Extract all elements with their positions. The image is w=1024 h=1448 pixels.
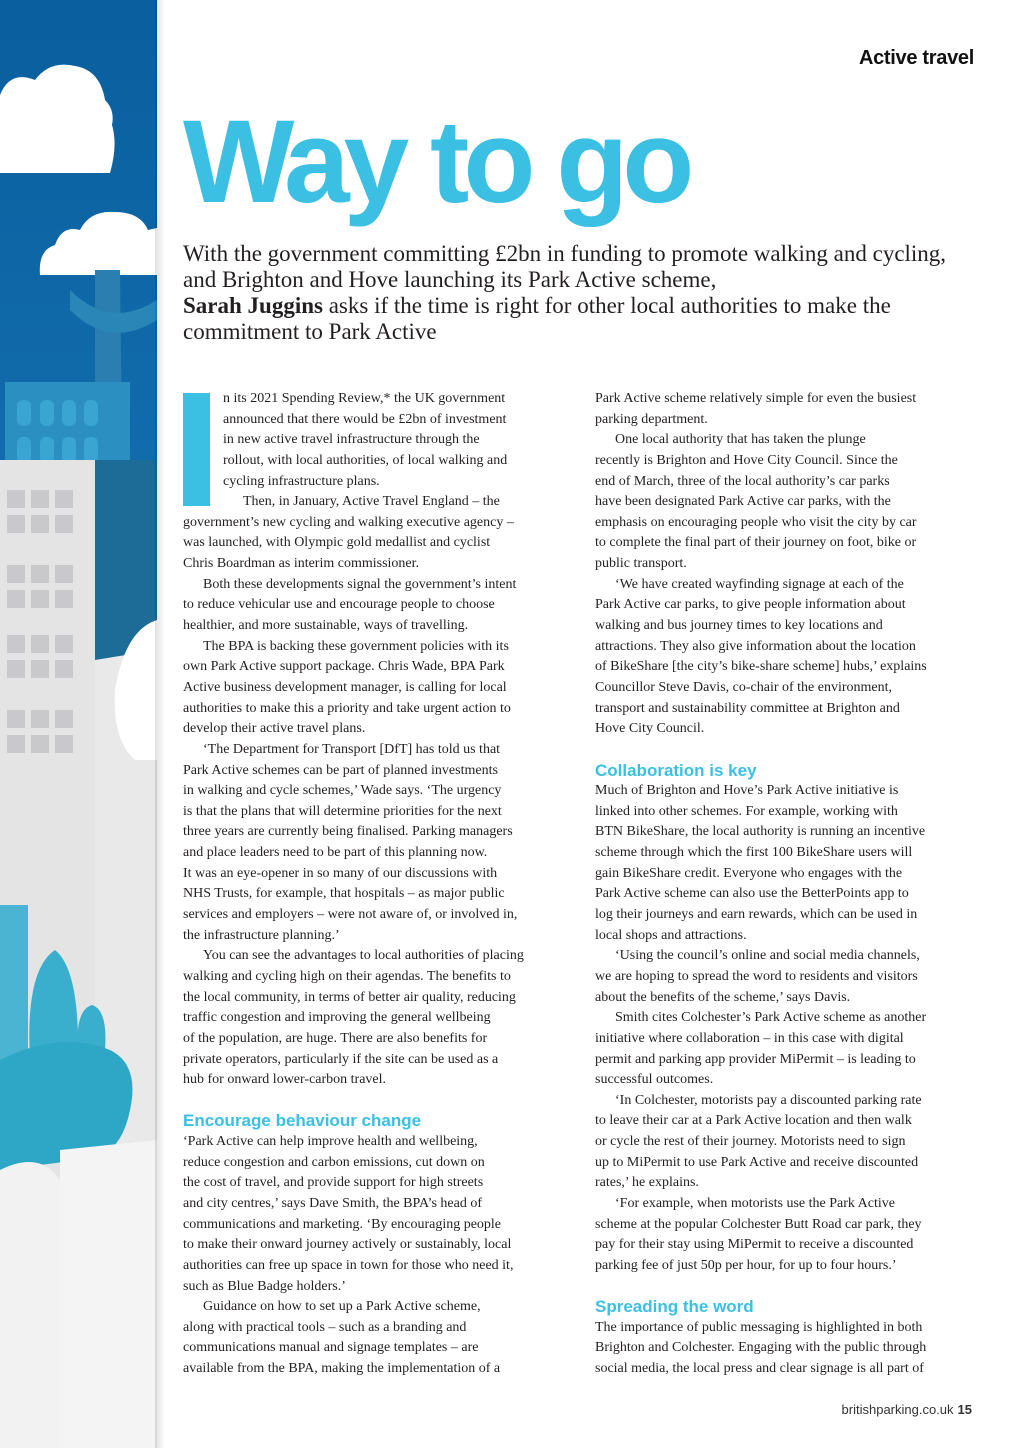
text-line: Guidance on how to set up a Park Active scheme,: [203, 1299, 481, 1315]
text-line: Park Active car parks, to give people information about: [595, 597, 906, 613]
text-line: announced that there would be £2bn of investment: [223, 411, 507, 427]
text-line: to make their onward journey actively or sustainably, local: [183, 1237, 512, 1253]
text-line: authorities can free up space in town for those who need it,: [183, 1257, 514, 1273]
text-line: One local authority that has taken the plunge: [615, 432, 866, 448]
text-line: walking and cycling high on their agendas. The benefits to: [183, 968, 511, 984]
paragraph: [183, 1297, 573, 1380]
text-line: or cycle the rest of their journey. Motorists need to sign: [595, 1134, 906, 1150]
text-line: private operators, particularly if the site can be used as a: [183, 1051, 499, 1067]
section-heading: Spreading the word: [595, 1297, 754, 1317]
text-line: was launched, with Olympic gold medallist and cyclist: [183, 535, 491, 551]
text-line: scheme through which the first 100 BikeShare users will: [595, 845, 913, 861]
text-line: local shops and attractions.: [595, 927, 747, 943]
text-line: Both these developments signal the government’s intent: [203, 576, 517, 592]
paragraph: [595, 1194, 975, 1277]
text-line: about the benefits of the scheme,’ says Davis.: [595, 989, 851, 1005]
text-line: to leave their car at a Park Active location and then walk: [595, 1113, 912, 1129]
text-line: parking department.: [595, 411, 708, 427]
text-line: cycling infrastructure plans.: [223, 473, 380, 489]
text-line: to reduce vehicular use and encourage people to choose: [183, 597, 495, 613]
text-line: attractions. They also give information about the location: [595, 638, 916, 654]
text-line: of the population, are huge. There are also benefits for: [183, 1030, 488, 1046]
text-line: is that the plans that will determine priorities for the next: [183, 803, 502, 819]
text-line: permit and parking app provider MiPermit – is leading to: [595, 1051, 916, 1067]
paragraph: [595, 389, 975, 430]
text-line: traffic congestion and improving the general wellbeing: [183, 1010, 491, 1026]
paragraph: [183, 637, 573, 740]
text-line: to complete the final part of their journey on foot, bike or: [595, 535, 917, 551]
page-number: 15: [957, 1402, 972, 1417]
text-line: pay for their stay using MiPermit to receive a discounted: [595, 1237, 914, 1253]
text-line: Brighton and Colchester. Engaging with the public through: [595, 1340, 927, 1356]
paragraph: [595, 1091, 975, 1194]
paragraph: [183, 389, 573, 492]
text-line: healthier, and more sustainable, ways of travelling.: [183, 618, 469, 634]
text-line: NHS Trusts, for example, that hospitals – as major public: [183, 886, 505, 902]
section-heading: Collaboration is key: [595, 760, 757, 780]
text-line: ‘In Colchester, motorists pay a discounted parking rate: [615, 1092, 922, 1108]
text-line: the infrastructure planning.’: [183, 927, 340, 943]
text-line: ‘We have created wayfinding signage at each of the: [615, 576, 904, 592]
text-line: end of March, three of the local authority’s car parks: [595, 473, 890, 489]
text-line: available from the BPA, making the implementation of a: [183, 1361, 501, 1377]
paragraph: [595, 430, 975, 574]
text-line: parking fee of just 50p per hour, for up to four hours.’: [595, 1257, 897, 1273]
text-line: ‘For example, when motorists use the Park Active: [615, 1195, 895, 1211]
paragraph: [183, 575, 573, 637]
text-line: authorities to make this a priority and take urgent action to: [183, 700, 511, 716]
paragraph: [595, 575, 975, 740]
cloud-icon: [0, 65, 115, 173]
text-line: own Park Active support package. Chris Wade, BPA Park: [183, 659, 505, 675]
text-line: walking and bus journey times to key locations and: [595, 618, 883, 634]
text-line: Then, in January, Active Travel England – the: [243, 494, 500, 510]
text-line: the cost of travel, and provide support for high streets: [183, 1175, 484, 1191]
text-line: transport and sustainability committee at Brighton and: [595, 700, 900, 716]
text-line: develop their active travel plans.: [183, 721, 366, 737]
article-title: Way to go: [183, 96, 689, 228]
author-name: Sarah Juggins: [183, 293, 323, 318]
paragraph: [183, 740, 573, 946]
text-line: services and employers – were not aware of, or involved in,: [183, 907, 518, 923]
text-line: successful outcomes.: [595, 1072, 714, 1088]
deck-text: With the government committing £2bn in funding to promote walking and cycling, and Brighton and Hove launching its Park Active scheme,: [183, 241, 947, 292]
text-line: the local community, in terms of better air quality, reducing: [183, 989, 516, 1005]
text-line: have been designated Park Active car parks, with the: [595, 494, 891, 510]
text-line: Park Active scheme can also use the BetterPoints app to: [595, 886, 909, 902]
text-line: emphasis on encouraging people who visit the city by car: [595, 514, 917, 530]
paragraph: [595, 1318, 975, 1380]
text-line: of BikeShare [the city’s bike-share scheme] hubs,’ explains: [595, 659, 927, 675]
text-line: log their journeys and earn rewards, which can be used in: [595, 907, 918, 923]
text-line: It was an eye-opener in so many of our discussions with: [183, 865, 498, 881]
text-line: recently is Brighton and Hove City Council. Since the: [595, 452, 898, 468]
text-line: n its 2021 Spending Review,* the UK government: [223, 391, 506, 406]
text-line: in new active travel infrastructure through the: [223, 432, 480, 448]
text-line: such as Blue Badge holders.’: [183, 1278, 346, 1294]
text-line: gain BikeShare credit. Everyone who engages with the: [595, 865, 903, 881]
text-line: three years are currently being finalised. Parking managers: [183, 824, 513, 840]
paragraph: [595, 1008, 975, 1091]
text-line: Smith cites Colchester’s Park Active scheme as another: [615, 1010, 927, 1026]
page-footer: [842, 1402, 972, 1417]
text-line: ‘Using the council’s online and social media channels,: [615, 948, 920, 964]
text-line: scheme at the popular Colchester Butt Road car park, they: [595, 1216, 922, 1232]
text-line: and city centres,’ says Dave Smith, the BPA’s head of: [183, 1195, 483, 1211]
text-line: Park Active schemes can be part of planned investments: [183, 762, 498, 778]
text-line: ‘The Department for Transport [DfT] has told us that: [203, 741, 501, 757]
text-line: public transport.: [595, 556, 687, 572]
paragraph: [595, 781, 975, 946]
footer-site: britishparking.co.uk: [841, 1402, 954, 1417]
article-deck: [183, 241, 958, 345]
text-line: government’s new cycling and walking executive agency –: [183, 514, 514, 530]
text-line: initiative where collaboration – in this case with digital: [595, 1030, 904, 1046]
text-line: reduce congestion and carbon emissions, cut down on: [183, 1154, 485, 1170]
section-heading: Encourage behaviour change: [183, 1111, 422, 1131]
text-line: we are hoping to spread the word to residents and visitors: [595, 968, 918, 984]
article-column-right: [595, 389, 975, 1380]
article-column-left: [183, 389, 573, 1380]
section-label: Active travel: [858, 47, 974, 69]
text-line: communications manual and signage templates – are: [183, 1340, 479, 1356]
text-line: rates,’ he explains.: [595, 1175, 699, 1191]
paragraph: [183, 492, 573, 575]
text-line: rollout, with local authorities, of local walking and: [223, 452, 508, 468]
text-line: and place leaders need to be part of this planning now.: [183, 845, 488, 861]
text-line: in walking and cycle schemes,’ Wade says. ‘The urgency: [183, 783, 502, 799]
text-line: The BPA is backing these government policies with its: [203, 638, 509, 654]
paragraph: [183, 946, 573, 1090]
text-line: communications and marketing. ‘By encouraging people: [183, 1216, 502, 1232]
text-line: linked into other schemes. For example, working with: [595, 803, 898, 819]
text-line: You can see the advantages to local authorities of placing: [203, 948, 524, 964]
text-line: Park Active scheme relatively simple for even the busiest: [595, 391, 917, 406]
text-line: Active business development manager, is calling for local: [183, 679, 507, 695]
text-line: Councillor Steve Davis, co-chair of the environment,: [595, 679, 893, 695]
text-line: Much of Brighton and Hove’s Park Active initiative is: [595, 783, 899, 799]
text-line: ‘Park Active can help improve health and wellbeing,: [183, 1134, 478, 1150]
page-gutter-shadow: [155, 0, 165, 1448]
text-line: hub for onward lower-carbon travel.: [183, 1072, 387, 1088]
deck-text-end: asks if the time is right for other local authorities to make the commitment to Park Active: [183, 293, 891, 344]
paragraph: [183, 1132, 573, 1297]
text-line: The importance of public messaging is highlighted in both: [595, 1319, 923, 1335]
text-line: Hove City Council.: [595, 721, 705, 737]
text-line: social media, the local press and clear signage is all part of: [595, 1361, 924, 1377]
text-line: up to MiPermit to use Park Active and receive discounted: [595, 1154, 919, 1170]
paragraph: [595, 946, 975, 1008]
city-illustration: [0, 0, 157, 1448]
text-line: BTN BikeShare, the local authority is running an incentive: [595, 824, 926, 840]
text-line: Chris Boardman as interim commissioner.: [183, 556, 420, 572]
text-line: along with practical tools – such as a branding and: [183, 1319, 467, 1335]
